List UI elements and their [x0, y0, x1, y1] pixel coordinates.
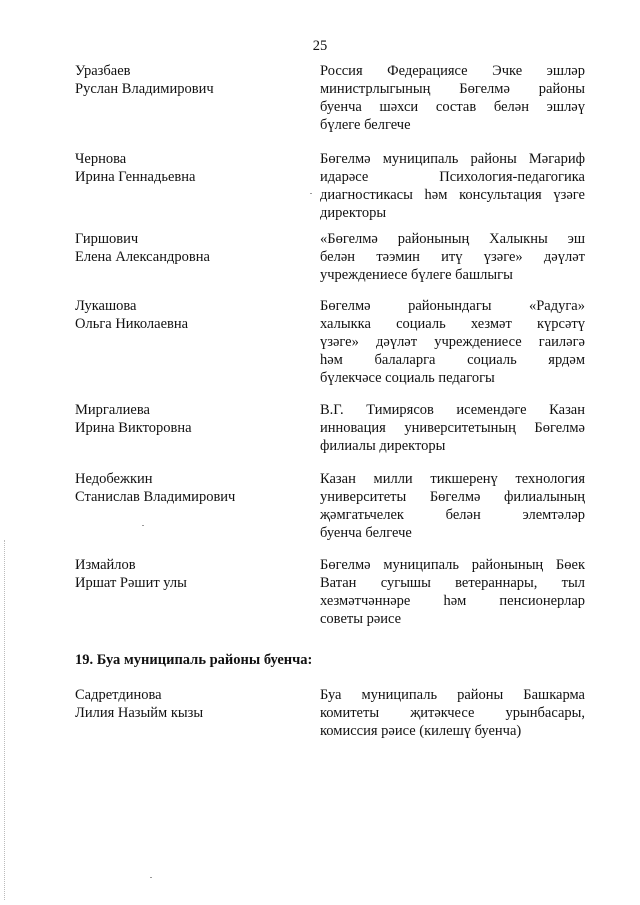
position-line: бүлеге белгече: [320, 117, 411, 133]
member-surname: Измайлов: [75, 557, 136, 573]
scan-speck: [150, 877, 152, 878]
member-name: [75, 470, 295, 506]
position-line: «Бөгелмә районының Халыкны эш: [320, 231, 585, 247]
member-position: [320, 401, 585, 455]
position-line: Бөгелмә муниципаль районы Мәгариф: [320, 151, 585, 167]
member-surname: Садретдинова: [75, 687, 162, 703]
position-line: Казан милли тикшеренү технология: [320, 471, 585, 487]
position-line: буенча белгече: [320, 525, 412, 541]
member-name: [75, 686, 295, 722]
member-given-names: Лилия Назыйм кызы: [75, 705, 204, 721]
member-position: [320, 686, 585, 740]
position-line: Буа муниципаль районы Башкарма: [320, 687, 585, 703]
scan-speck: [310, 193, 312, 194]
position-line: идарәсе Психология-педагогика: [320, 169, 585, 185]
page-number: 25: [312, 38, 328, 54]
member-position: [320, 470, 585, 542]
position-line: Бөгелмә районындагы «Радуга»: [320, 298, 585, 314]
member-position: [320, 556, 585, 628]
section-heading: 19. Буа муниципаль районы буенча:: [75, 652, 313, 668]
position-line: буенча шәхси состав белән эшләү: [320, 99, 585, 115]
member-given-names: Иршат Рәшит улы: [75, 575, 187, 591]
member-given-names: Ольга Николаевна: [75, 316, 189, 332]
member-surname: Недобежкин: [75, 471, 153, 487]
member-surname: Гиршович: [75, 231, 139, 247]
position-line: инновация университетының Бөгелмә: [320, 420, 585, 436]
position-line: диагностикасы һәм консультация үзәге: [320, 187, 585, 203]
position-line: бүлекчәсе социаль педагогы: [320, 370, 495, 386]
scan-speck: [142, 525, 144, 526]
position-line: үзәге» дәүләт учреждениесе гаиләгә: [320, 334, 585, 350]
member-name: [75, 150, 295, 186]
member-surname: Лукашова: [75, 298, 137, 314]
position-line: министрлыгының Бөгелмә районы: [320, 81, 585, 97]
member-position: [320, 150, 585, 222]
member-surname: Миргалиева: [75, 402, 150, 418]
scan-margin-marks: [4, 540, 6, 900]
member-name: [75, 297, 295, 333]
position-line: җәмгатьчелек белән элемтәләр: [320, 507, 585, 523]
position-line: һәм балаларга социаль ярдәм: [320, 352, 585, 368]
member-surname: Уразбаев: [75, 63, 131, 79]
member-name: [75, 401, 295, 437]
position-line: учреждениесе бүлеге башлыгы: [320, 267, 513, 283]
position-line: Ватан сугышы ветераннары, тыл: [320, 575, 585, 591]
member-position: [320, 230, 585, 284]
member-position: [320, 297, 585, 387]
position-line: халыкка социаль хезмәт күрсәтү: [320, 316, 585, 332]
member-given-names: Ирина Викторовна: [75, 420, 192, 436]
member-surname: Чернова: [75, 151, 127, 167]
position-line: филиалы директоры: [320, 438, 446, 454]
member-name: [75, 230, 295, 266]
position-line: университеты Бөгелмә филиалының: [320, 489, 585, 505]
member-given-names: Ирина Геннадьевна: [75, 169, 196, 185]
member-given-names: Станислав Владимирович: [75, 489, 236, 505]
position-line: комиссия рәисе (килешү буенча): [320, 723, 522, 739]
position-line: директоры: [320, 205, 387, 221]
position-line: Бөгелмә муниципаль районының Бөек: [320, 557, 585, 573]
position-line: советы рәисе: [320, 611, 402, 627]
position-line: белән тәэмин итү үзәге» дәүләт: [320, 249, 585, 265]
member-position: [320, 62, 585, 134]
position-line: хезмәтчәннәре һәм пенсионерлар: [320, 593, 585, 609]
member-given-names: Руслан Владимирович: [75, 81, 214, 97]
position-line: В.Г. Тимирясов исемендәге Казан: [320, 402, 585, 418]
member-name: [75, 62, 295, 98]
member-name: [75, 556, 295, 592]
member-given-names: Елена Александровна: [75, 249, 210, 265]
position-line: комитеты җитәкчесе урынбасары,: [320, 705, 585, 721]
position-line: Россия Федерациясе Эчке эшләр: [320, 63, 585, 79]
